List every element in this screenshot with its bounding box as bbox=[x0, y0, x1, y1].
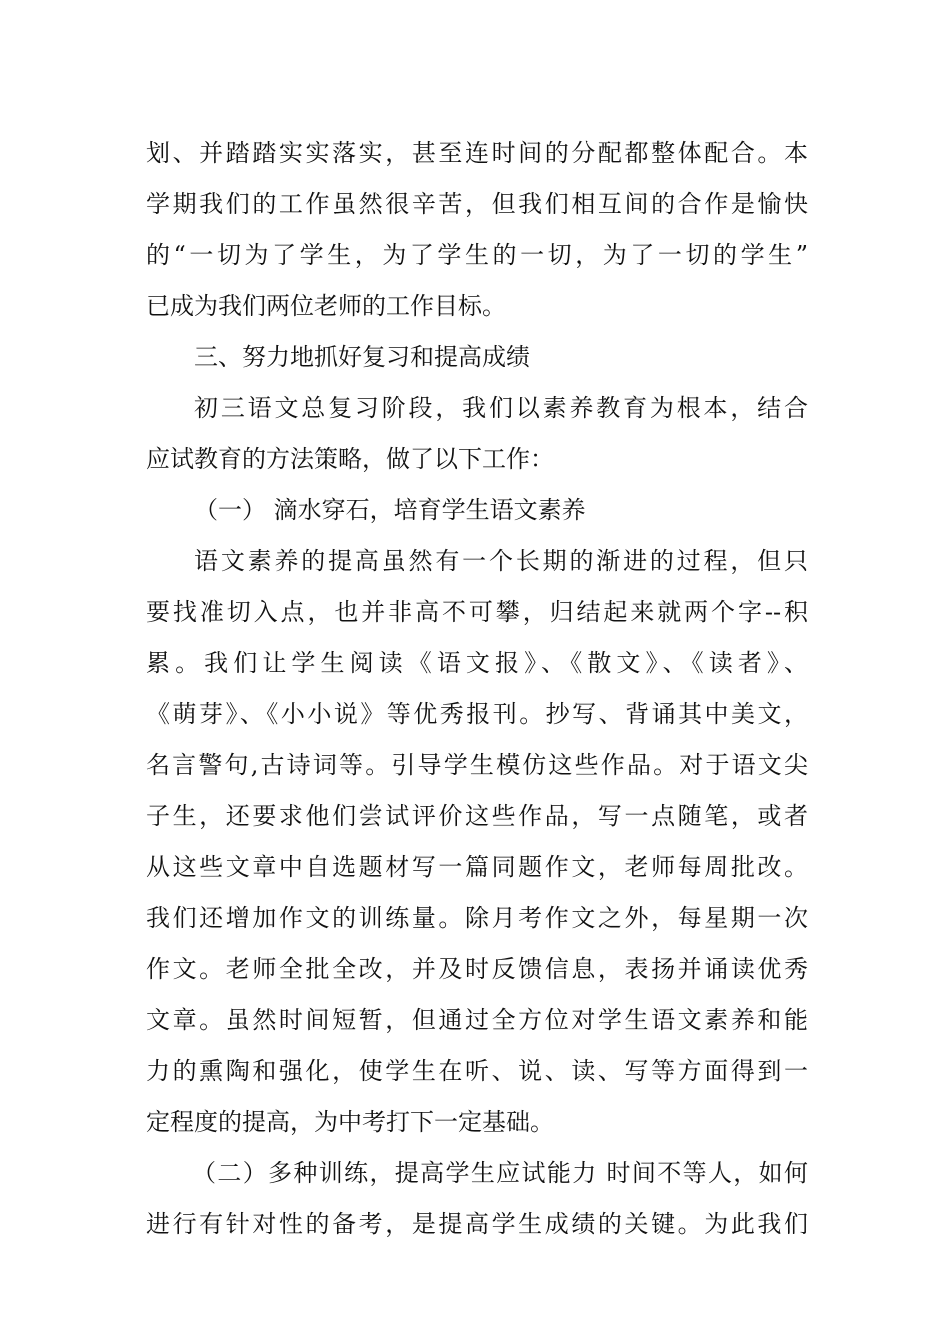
text-line: 从这些文章中自选题材写一篇同题作文，老师每周批改。 bbox=[146, 853, 808, 881]
text-line: 我们还增加作文的训练量。除月考作文之外，每星期一次 bbox=[146, 904, 808, 932]
text-line: 应试教育的方法策略，做了以下工作： bbox=[146, 445, 554, 473]
text-line: 累。我们让学生阅读《语文报》、《散文》、《读者》、 bbox=[146, 649, 808, 677]
text-line: 《萌芽》、《小小说》等优秀报刊。抄写、背诵其中美文， bbox=[146, 700, 808, 728]
text-line: 子生，还要求他们尝试评价这些作品，写一点随笔，或者 bbox=[146, 802, 808, 830]
text-line: 力的熏陶和强化，使学生在听、说、读、写等方面得到一 bbox=[146, 1057, 808, 1085]
text-line: 初三语文总复习阶段，我们以素养教育为根本，结合 bbox=[194, 394, 808, 422]
text-line: 学期我们的工作虽然很辛苦，但我们相互间的合作是愉快 bbox=[146, 190, 808, 218]
document-body bbox=[146, 128, 808, 1250]
text-line: 已成为我们两位老师的工作目标。 bbox=[146, 292, 506, 320]
subsection-heading: （一） 滴水穿石，培育学生语文素养 bbox=[194, 496, 586, 524]
text-line: 划、并踏踏实实落实，甚至连时间的分配都整体配合。本 bbox=[146, 139, 808, 167]
text-line: 进行有针对性的备考，是提高学生成绩的关键。为此我们 bbox=[146, 1210, 808, 1238]
text-line: 作文。老师全批全改，并及时反馈信息，表扬并诵读优秀 bbox=[146, 955, 808, 983]
section-heading: 三、努力地抓好复习和提高成绩 bbox=[194, 343, 530, 371]
subsection-heading: （二）多种训练，提高学生应试能力 时间不等人，如何 bbox=[192, 1159, 808, 1187]
text-line: 语文素养的提高虽然有一个长期的渐进的过程，但只 bbox=[194, 547, 808, 575]
text-line: 文章。虽然时间短暂，但通过全方位对学生语文素养和能 bbox=[146, 1006, 808, 1034]
text-line: 的“一切为了学生，为了学生的一切，为了一切的学生” bbox=[146, 241, 808, 269]
text-line: 定程度的提高，为中考打下一定基础。 bbox=[146, 1108, 554, 1136]
text-line: 要找准切入点，也并非高不可攀，归结起来就两个字--积 bbox=[146, 598, 808, 626]
text-line: 名言警句,古诗词等。引导学生模仿这些作品。对于语文尖 bbox=[146, 751, 808, 779]
